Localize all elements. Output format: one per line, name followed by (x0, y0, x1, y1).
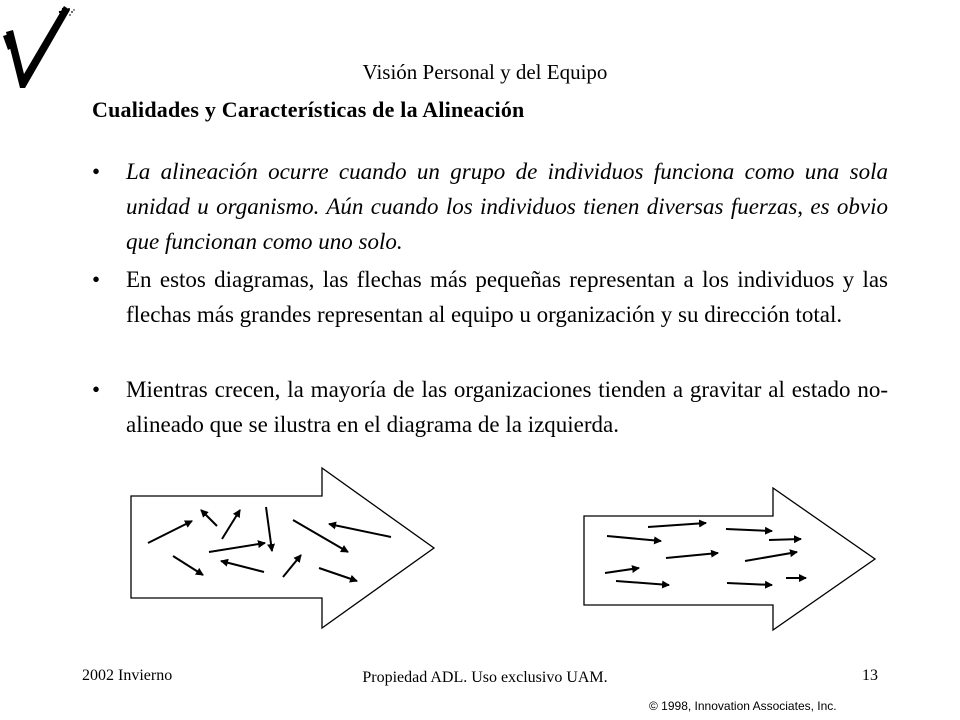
slide-subtitle: Visión Personal y del Equipo (362, 60, 608, 84)
bullet-item-organizations-gravitate (92, 372, 888, 442)
bullet-marker: • (92, 267, 101, 292)
large-team-arrow-outline (131, 468, 434, 628)
copyright-notice: © 1998, Innovation Associates, Inc. (649, 699, 837, 713)
bullet-text: La alineación ocurre cuando un grupo de individuos funciona como una sola unidad u organismo. Aún cuando los individuos tienen diversas fuerzas, es obvio que funcionan como uno solo. (126, 159, 888, 254)
bullet-marker: • (92, 377, 101, 402)
slide-heading: Cualidades y Características de la Alineación (92, 97, 525, 122)
large-team-arrow-outline (584, 488, 875, 630)
bullet-marker: • (92, 159, 101, 184)
bullet-item-alignment-definition (92, 154, 888, 259)
footer-date: 2002 Invierno (82, 667, 173, 684)
page-number: 13 (862, 667, 878, 684)
bullet-text: Mientras crecen, la mayoría de las organizaciones tienden a gravitar al estado no-alineado que se ilustra en el diagrama de la izquierda. (126, 377, 888, 437)
non-aligned-team-diagram (130, 466, 436, 630)
bullet-item-diagram-explanation (92, 262, 888, 332)
aligned-team-diagram (582, 487, 878, 633)
bullet-text: En estos diagramas, las flechas más pequeñas representan a los individuos y las flechas más grandes representan al equipo u organización y su dirección total. (126, 267, 888, 327)
footer-ownership: Propiedad ADL. Uso exclusivo UAM. (362, 669, 608, 686)
